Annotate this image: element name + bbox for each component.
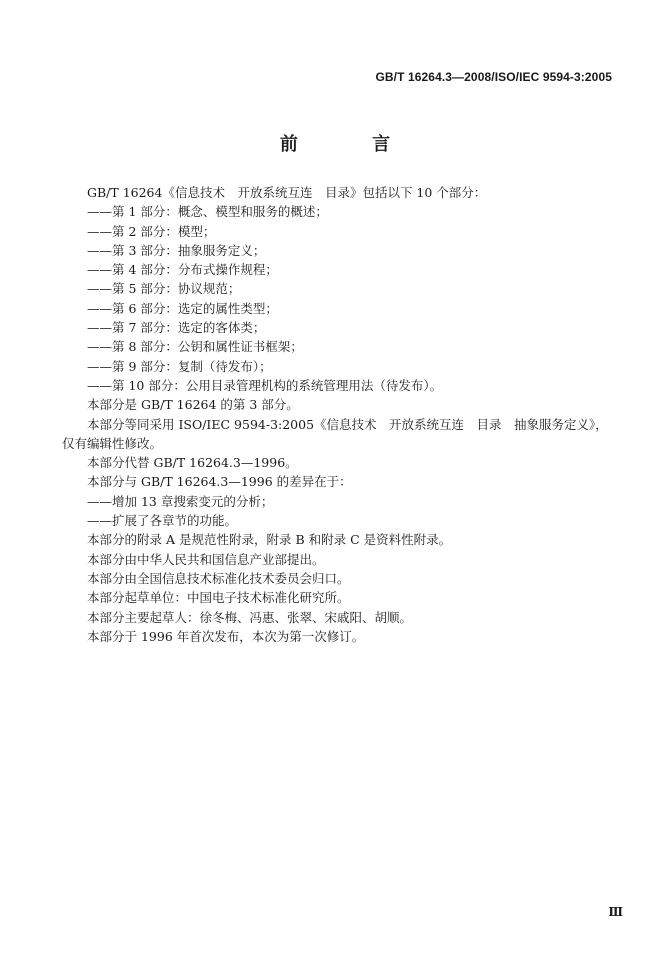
- part-item-9: ——第 9 部分：复制（待发布）；: [87, 358, 272, 374]
- proposed-by-paragraph: 本部分由中华人民共和国信息产业部提出。: [87, 551, 325, 567]
- annexes-paragraph: 本部分的附录 A 是规范性附录，附录 B 和附录 C 是资料性附录。: [87, 532, 452, 548]
- part-item-5: ——第 5 部分：协议规范；: [87, 281, 241, 297]
- part-item-1: ——第 1 部分：概念、模型和服务的概述；: [87, 204, 328, 220]
- differences-intro: 本部分与 GB/T 16264.3—1996 的差异在于：: [87, 474, 352, 490]
- part-item-4: ——第 4 部分：分布式操作规程；: [87, 262, 278, 278]
- part-item-10: ——第 10 部分：公用目录管理机构的系统管理用法（待发布）。: [87, 377, 443, 393]
- foreword-body: [62, 183, 614, 646]
- standard-code: GB/T 16264.3—2008/ISO/IEC 9594-3:2005: [375, 70, 612, 84]
- part-item-8: ——第 8 部分：公钥和属性证书框架；: [87, 339, 303, 355]
- drafters-paragraph: 本部分主要起草人：徐冬梅、冯惠、张翠、宋戚阳、胡顺。: [87, 609, 413, 625]
- intro-paragraph: GB/T 16264《信息技术 开放系统互连 目录》包括以下 10 个部分：: [87, 185, 487, 200]
- difference-item-2: ——扩展了各章节的功能。: [87, 513, 238, 529]
- difference-item-1: ——增加 13 章搜索变元的分析；: [87, 493, 274, 509]
- part-item-6: ——第 6 部分：选定的属性类型；: [87, 300, 278, 316]
- replaces-paragraph: 本部分代替 GB/T 16264.3—1996。: [87, 455, 298, 471]
- page-title: 前 言: [279, 134, 425, 155]
- part-item-3: ——第 3 部分：抽象服务定义；: [87, 242, 266, 258]
- part-item-7: ——第 7 部分：选定的客体类；: [87, 320, 266, 336]
- equivalence-paragraph: 本部分等同采用 ISO/IEC 9594-3:2005《信息技术 开放系统互连 目录 抽象服务定义》，仅有编辑性修改。: [62, 416, 608, 451]
- managed-by-paragraph: 本部分由全国信息技术标准化技术委员会归口。: [87, 570, 350, 586]
- page-number: Ⅲ: [608, 905, 623, 919]
- part-item-2: ——第 2 部分：模型；: [87, 223, 216, 239]
- this-part-paragraph: 本部分是 GB/T 16264 的第 3 部分。: [87, 397, 299, 413]
- drafting-unit-paragraph: 本部分起草单位：中国电子技术标准化研究所。: [87, 590, 350, 606]
- history-paragraph: 本部分于 1996 年首次发布，本次为第一次修订。: [87, 628, 365, 644]
